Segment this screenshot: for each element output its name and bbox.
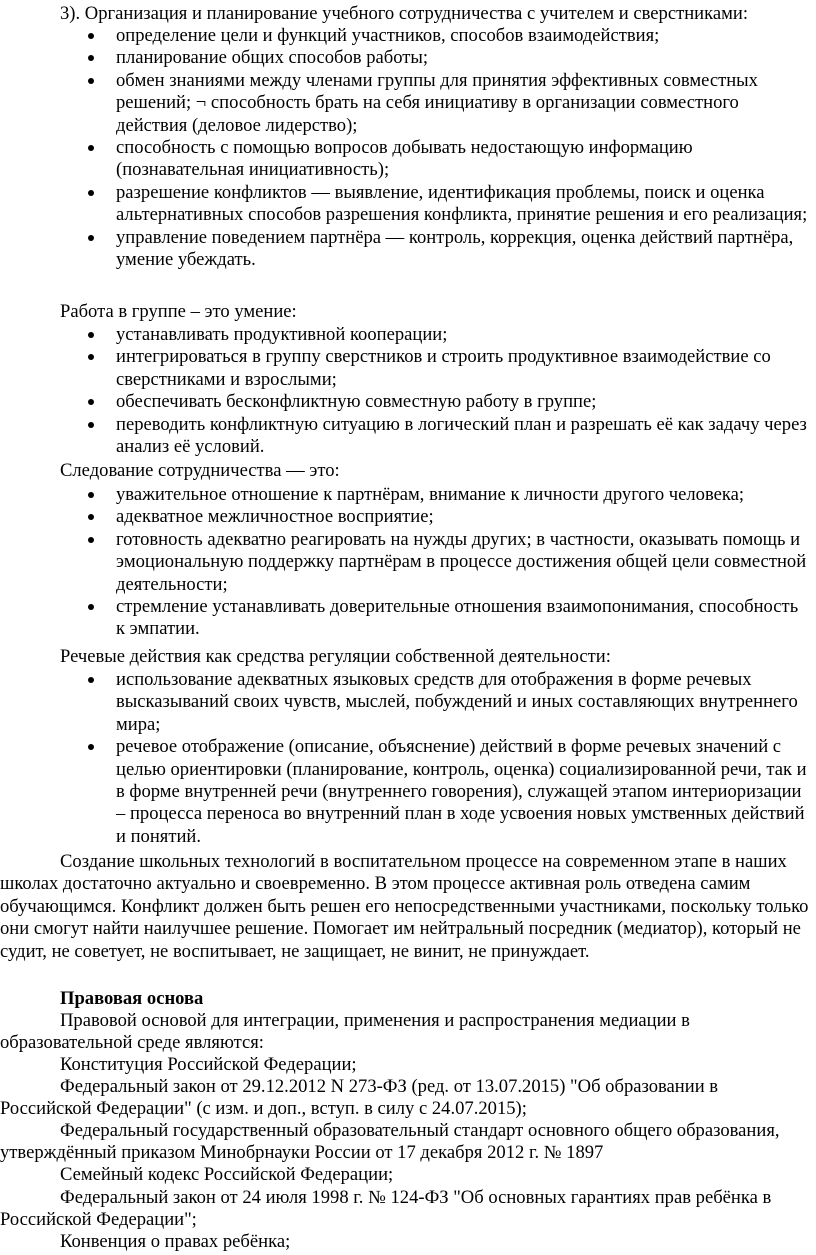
list-item: планирование общих способов работы; xyxy=(0,47,810,69)
list-item: адекватное межличностное восприятие; xyxy=(0,506,810,528)
list-item: готовность адекватно реагировать на нужды других; в частности, оказывать помощь и эмоциональную поддержку партнёрам в процессе достижения общей цели совместной деятельности; xyxy=(0,529,810,596)
legal-doc-convention: Конвенция о правах ребёнка; xyxy=(60,1231,291,1252)
group-work-heading: Работа в группе – это умение: xyxy=(60,301,297,322)
legal-doc-constitution: Конституция Российской Федерации; xyxy=(60,1054,357,1075)
legal-doc-fgos: Федеральный государственный образовательный стандарт основного общего образования, утверждённый приказом Минобрнауки России от 17 декабря 2012 г. № 1897 xyxy=(0,1120,780,1164)
speech-list xyxy=(0,669,816,848)
school-tech-paragraph: Создание школьных технологий в воспитательном процессе на современном этапе в наших школах достаточно актуально и своевременно. В этом процессе активная роль отведена самим обучающимся. Конфликт должен быть решен его непосредственными участниками, поскольку только они смогут найти наилучшее решение. Помогает им нейтральный посредник (медиатор), который не судит, не советует, не воспитывает, не защищает, не винит, не принуждает. xyxy=(0,851,809,962)
section3-list xyxy=(0,25,816,271)
speech-heading: Речевые действия как средства регуляции собственной деятельности: xyxy=(60,646,611,667)
section3-heading: 3). Организация и планирование учебного сотрудничества с учителем и сверстниками: xyxy=(60,3,749,24)
list-item: стремление устанавливать доверительные отношения взаимопонимания, способность к эмпатии. xyxy=(0,596,810,641)
list-item: уважительное отношение к партнёрам, внимание к личности другого человека; xyxy=(0,484,810,506)
legal-intro: Правовой основой для интеграции, применения и распространения медиации в образовательной среде являются: xyxy=(0,1010,690,1054)
cooperation-heading: Следование сотрудничества — это: xyxy=(60,460,340,481)
list-item: переводить конфликтную ситуацию в логический план и разрешать её как задачу через анализ её условий. xyxy=(0,414,810,459)
list-item: способность с помощью вопросов добывать недостающую информацию (познавательная инициативность); xyxy=(0,137,810,182)
group-work-list xyxy=(0,324,816,458)
list-item: управление поведением партнёра — контроль, коррекция, оценка действий партнёра, умение убеждать. xyxy=(0,227,810,272)
legal-doc-education-law: Федеральный закон от 29.12.2012 N 273-ФЗ (ред. от 13.07.2015) "Об образовании в Российской Федерации" (с изм. и доп., вступ. в силу с 24.07.2015); xyxy=(0,1076,719,1120)
legal-heading: Правовая основа xyxy=(60,988,204,1009)
list-item: обмен знаниями между членами группы для принятия эффективных совместных решений; ¬ способность брать на себя инициативу в организации совместного действия (деловое лидерство); xyxy=(0,70,810,137)
list-item: речевое отображение (описание, объяснение) действий в форме речевых значений с целью ориентировки (планирование, контроль, оценка) социализированной речи, так и в форме внутренней речи (внутреннего говорения), служащей этапом интериоризации – процесса переноса во внутренний план в ходе усвоения новых умственных действий и понятий. xyxy=(0,736,810,848)
list-item: использование адекватных языковых средств для отображения в форме речевых высказываний своих чувств, мыслей, побуждений и иных составляющих внутреннего мира; xyxy=(0,669,810,736)
list-item: определение цели и функций участников, способов взаимодействия; xyxy=(0,25,810,47)
legal-doc-child-rights-law: Федеральный закон от 24 июля 1998 г. № 124-ФЗ "Об основных гарантиях прав ребёнка в Российской Федерации"; xyxy=(0,1187,772,1231)
list-item: обеспечивать бесконфликтную совместную работу в группе; xyxy=(0,391,810,413)
list-item: разрешение конфликтов — выявление, идентификация проблемы, поиск и оценка альтернативных способов разрешения конфликта, принятие решения и его реализация; xyxy=(0,182,810,227)
list-item: устанавливать продуктивной кооперации; xyxy=(0,324,810,346)
legal-doc-family-code: Семейный кодекс Российской Федерации; xyxy=(60,1164,394,1185)
list-item: интегрироваться в группу сверстников и строить продуктивное взаимодействие со сверстниками и взрослыми; xyxy=(0,346,810,391)
cooperation-list xyxy=(0,484,816,641)
